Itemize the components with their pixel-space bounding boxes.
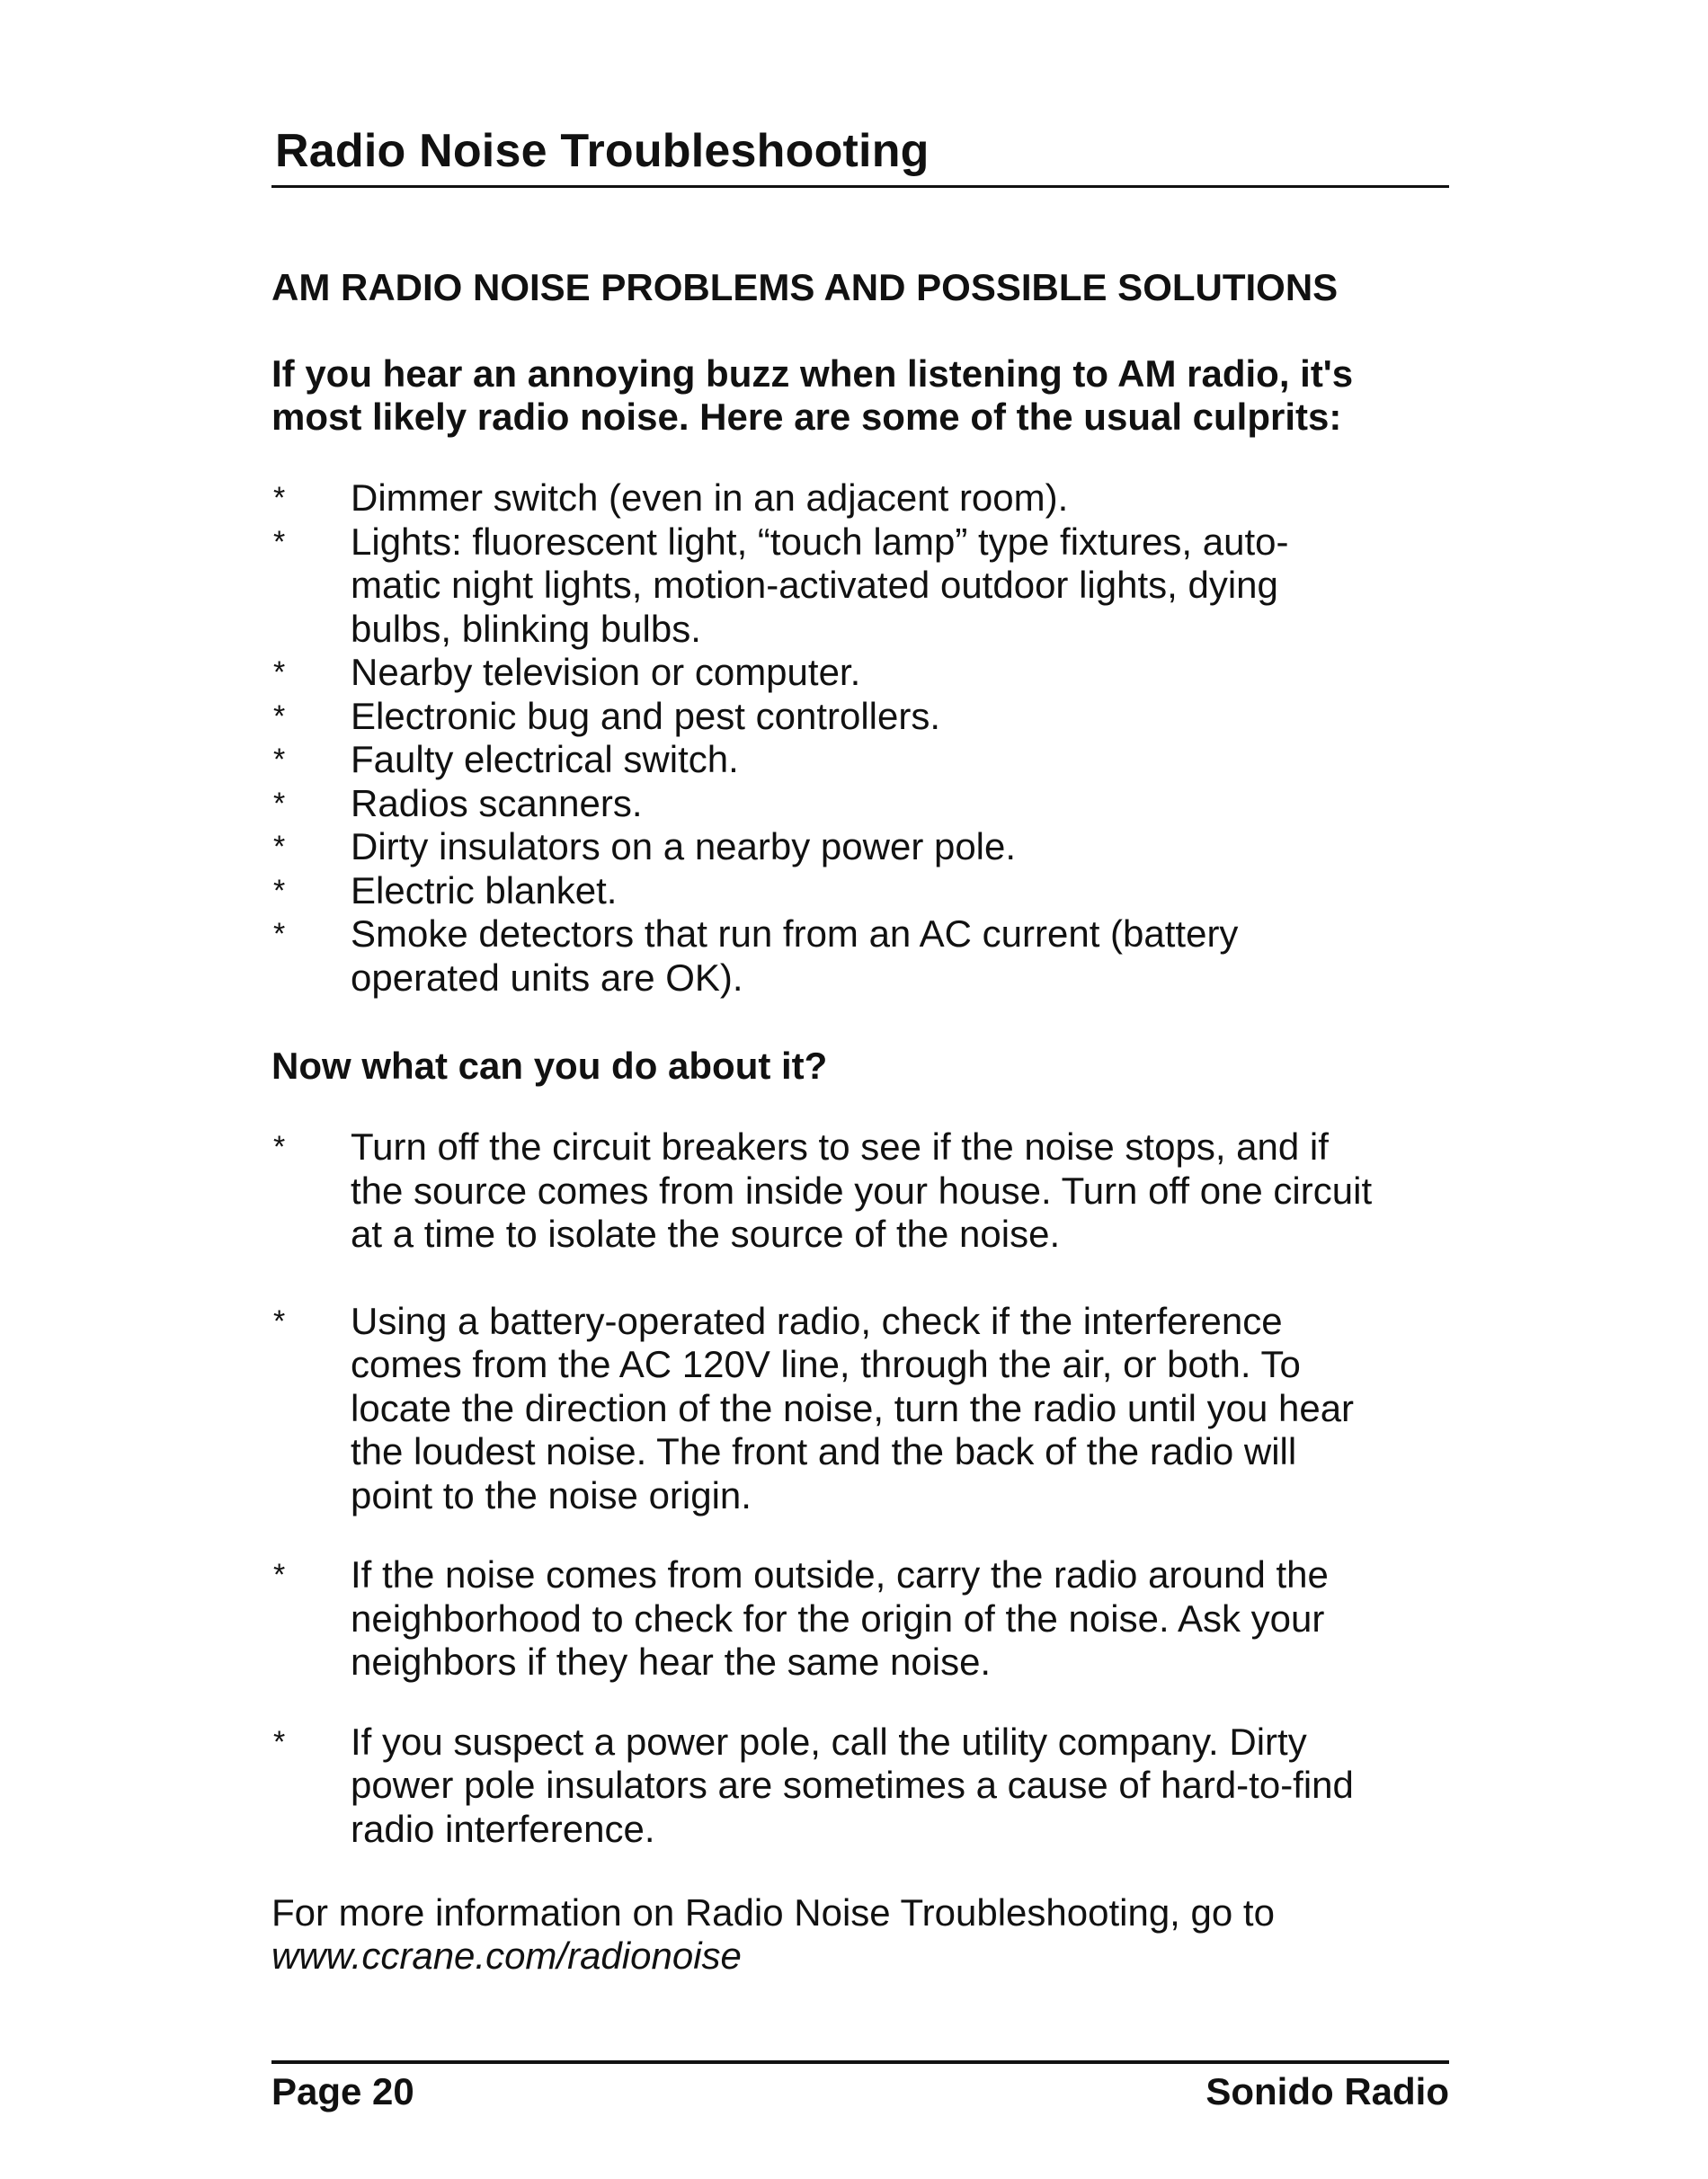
list-item-text: at a time to isolate the source of the noise.	[351, 1213, 1061, 1255]
bullet-asterisk: *	[273, 524, 286, 559]
list-item	[271, 1553, 1449, 1685]
list-item-text: Lights: fluorescent light, “touch lamp” type fixtures, auto-	[351, 520, 1289, 563]
bullet-asterisk: *	[273, 873, 286, 908]
list-item-text: point to the noise origin.	[351, 1473, 752, 1516]
bullet-asterisk: *	[273, 481, 286, 515]
manual-page	[271, 0, 1449, 2179]
list-item	[271, 651, 1449, 695]
section-heading: AM RADIO NOISE PROBLEMS AND POSSIBLE SOLUTIONS	[271, 266, 1339, 308]
list-item-text: the loudest noise. The front and the back of the radio will	[351, 1430, 1297, 1472]
bullet-asterisk: *	[273, 786, 286, 821]
list-item-text: Dirty insulators on a nearby power pole.	[351, 825, 1017, 867]
list-item	[271, 1125, 1449, 1257]
culprits-list	[271, 476, 1449, 1000]
list-item-text: If the noise comes from outside, carry the radio around the	[351, 1553, 1329, 1596]
list-item	[271, 825, 1449, 869]
solutions-heading: Now what can you do about it?	[271, 1045, 828, 1087]
list-item-text: Electric blanket.	[351, 868, 618, 912]
bullet-asterisk: *	[273, 655, 286, 689]
list-item	[271, 520, 1449, 652]
bullet-asterisk: *	[273, 1558, 286, 1592]
more-info-paragraph	[271, 1891, 1275, 1978]
intro-paragraph	[271, 352, 1449, 439]
list-item-text: matic night lights, motion-activated outdoor lights, dying	[351, 564, 1278, 606]
list-item	[271, 738, 1449, 782]
list-item-text: Smoke detectors that run from an AC current (battery	[351, 912, 1239, 955]
list-item-text: the source comes from inside your house. Turn off one circuit	[351, 1169, 1373, 1212]
intro-line: If you hear an annoying buzz when listening to AM radio, it's	[271, 352, 1354, 395]
list-item-text: Turn off the circuit breakers to see if the noise stops, and if	[351, 1125, 1329, 1168]
list-item-text: Faulty electrical switch.	[351, 738, 739, 780]
bullet-asterisk: *	[273, 1303, 286, 1339]
list-item-text: radio interference.	[351, 1807, 655, 1850]
list-item	[271, 476, 1449, 520]
list-item-text: neighbors if they hear the same noise.	[351, 1641, 992, 1683]
title-divider	[271, 185, 1449, 188]
product-name: Sonido Radio	[1205, 2070, 1449, 2112]
list-item-text: locate the direction of the noise, turn the radio until you hear	[351, 1386, 1355, 1429]
bullet-asterisk: *	[273, 917, 286, 951]
list-item-text: Dimmer switch (even in an adjacent room).	[351, 476, 1069, 519]
page-number: Page 20	[271, 2070, 414, 2112]
more-info-text: For more information on Radio Noise Troubleshooting, go to	[271, 1891, 1275, 1934]
list-item-text: Electronic bug and pest controllers.	[351, 694, 941, 737]
list-item	[271, 869, 1449, 913]
list-item	[271, 695, 1449, 739]
list-item-text: power pole insulators are sometimes a cause of hard-to-find	[351, 1764, 1354, 1806]
list-item	[271, 1300, 1449, 1518]
page-title: Radio Noise Troubleshooting	[275, 125, 930, 177]
bullet-asterisk: *	[273, 698, 286, 734]
solutions-list	[271, 1125, 1449, 1894]
list-item-text: Radios scanners.	[351, 781, 643, 824]
bullet-asterisk: *	[273, 1724, 286, 1759]
list-item-text: operated units are OK).	[351, 956, 743, 999]
bullet-asterisk: *	[273, 830, 286, 864]
list-item-text: comes from the AC 120V line, through the air, or both. To	[351, 1343, 1301, 1385]
more-info-link[interactable]: www.ccrane.com/radionoise	[271, 1934, 742, 1977]
list-item-text: Using a battery-operated radio, check if the interference	[351, 1299, 1283, 1342]
bullet-asterisk: *	[273, 743, 286, 777]
list-item-text: bulbs, blinking bulbs.	[351, 607, 701, 650]
list-item-text: Nearby television or computer.	[351, 651, 861, 693]
bullet-asterisk: *	[273, 1130, 286, 1164]
list-item-text: If you suspect a power pole, call the utility company. Dirty	[351, 1720, 1307, 1763]
list-item	[271, 1721, 1449, 1852]
list-item-text: neighborhood to check for the origin of the noise. Ask your	[351, 1596, 1325, 1640]
intro-line: most likely radio noise. Here are some of the usual culprits:	[271, 396, 1342, 438]
list-item	[271, 782, 1449, 826]
footer-divider	[271, 2060, 1449, 2064]
list-item	[271, 912, 1449, 1000]
